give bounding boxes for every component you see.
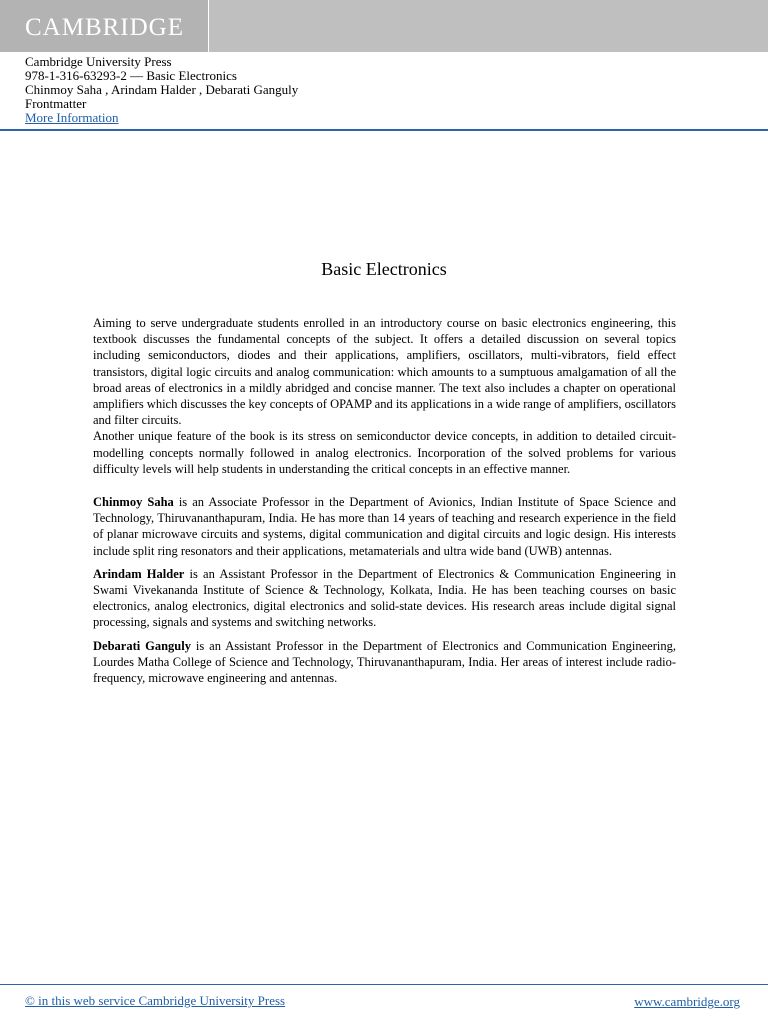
description-paragraph-2: Another unique feature of the book is its stress on semiconductor device concepts, in addition to detailed circuit-modelling concepts normally followed in analog electronics. Incorporation of the solved problems for various difficulty levels will help students in understanding the critical concepts in an effective manner. (93, 429, 676, 476)
book-description (93, 315, 676, 693)
author-bio (93, 494, 676, 559)
author-name: Chinmoy Saha (93, 495, 174, 510)
author-bio-text: is an Associate Professor in the Department of Avionics, Indian Institute of Space Science and Technology, Thiruvananthapuram, India. He has more than 14 years of teaching and research experience in the field of planar microwave circuits and systems, digital communication and digital circuits and logic design. His interests include split ring resonators and their applications, metamaterials and ultra wide band (UWB) antennas. (93, 495, 676, 558)
author-name: Arindam Halder (93, 566, 185, 581)
header-divider (0, 129, 768, 131)
publisher-name: Cambridge University Press (25, 54, 172, 69)
author-bio-text: is an Assistant Professor in the Department of Electronics and Communication Engineering, Lourdes Matha College of Science and Technology, Thiruvananthapuram, India. Her areas of interest include radio-frequency, microwave engineering and antennas. (93, 638, 676, 686)
author-bio-text: is an Assistant Professor in the Department of Electronics & Communication Engineering in Swami Vivekananda Institute of Science & Technology, Kolkata, India. He has been teaching courses on basic electronics, analog electronics, digital electronics and solid-state devices. His research areas include digital signal processing, signals and systems and switching networks. (93, 566, 677, 630)
cambridge-logo[interactable]: CAMBRIDGE (25, 14, 185, 41)
website-link[interactable]: www.cambridge.org (634, 994, 740, 1009)
spacer (93, 477, 676, 494)
author-list: Chinmoy Saha , Arindam Halder , Debarati Ganguly (25, 82, 299, 97)
header-banner (0, 0, 768, 52)
book-metadata (25, 55, 298, 125)
logo-box[interactable] (0, 0, 209, 52)
book-title: Basic Electronics (321, 259, 447, 279)
author-bio (93, 638, 676, 687)
author-name: Debarati Ganguly (93, 638, 191, 653)
isbn-title: 978-1-316-63293-2 — Basic Electronics (25, 68, 237, 83)
description-paragraph-1: Aiming to serve undergraduate students enrolled in an introductory course on basic electronics engineering, this textbook discusses the fundamental concepts of the subject. It offers a detailed discussion on several topics including semiconductors, diodes and their applications, amplifiers, oscillators, multi-vibrators, field effect transistors, digital logic circuits and analog communication: which amounts to a sumptuous amalgamation of all the broad areas of electronics in a mildly abridged and concise manner. The text also includes a chapter on operational amplifiers which discusses the key concepts of OPAMP and its applications in a wide range of amplifiers, oscillators and filter circuits. (93, 316, 676, 428)
author-bio (93, 566, 676, 631)
more-information-link[interactable]: More Information (25, 110, 119, 125)
section-name: Frontmatter (25, 96, 87, 111)
copyright-link[interactable]: © in this web service Cambridge University Press (25, 993, 286, 1008)
footer-divider (0, 984, 768, 985)
